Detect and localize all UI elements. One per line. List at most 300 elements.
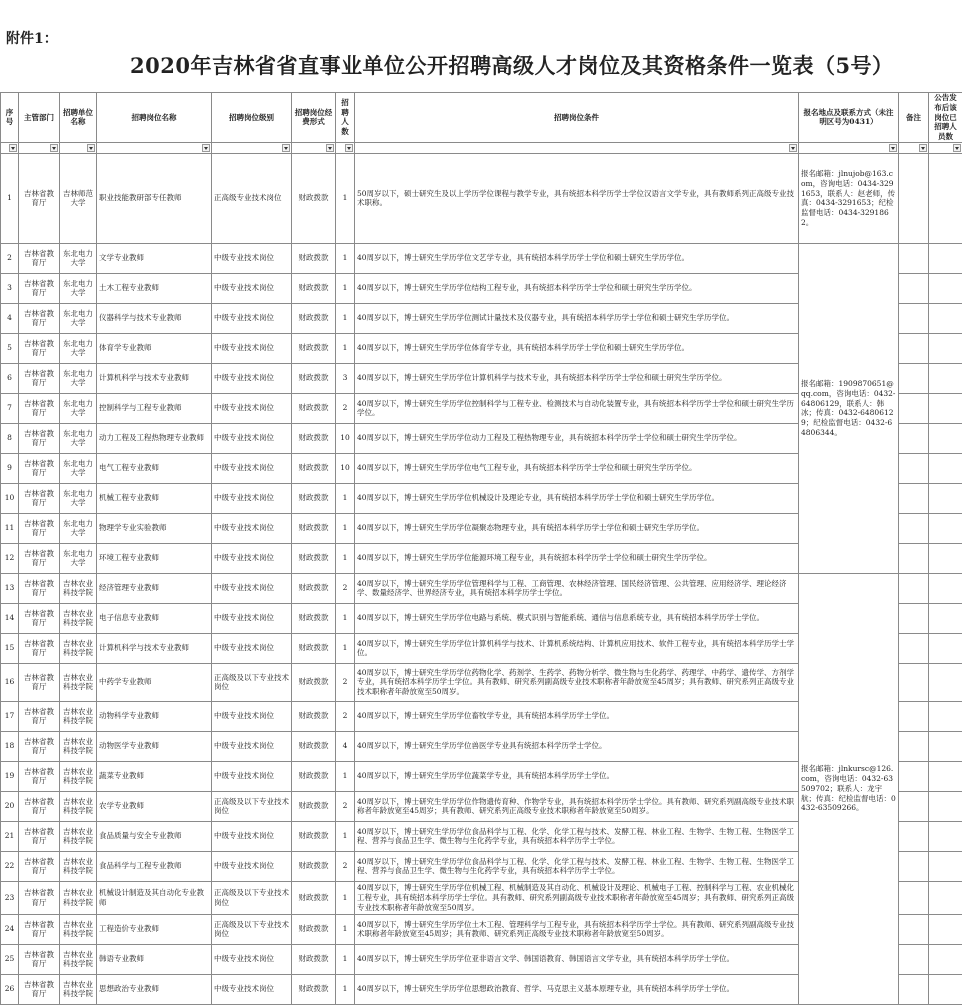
- conditions-cell: 40周岁以下，博士研究生学历学位电路与系统、模式识别与智能系统、通信与信息系统专业，具有统招本科学历学士学位。: [355, 603, 799, 633]
- unit-cell: 吉林农业科技学院: [60, 573, 97, 603]
- headcount-cell: 1: [336, 974, 355, 1004]
- headcount-cell: 1: [336, 333, 355, 363]
- hired-count-cell: [929, 333, 962, 363]
- remark-cell: [899, 393, 929, 423]
- header-cell: 报名地点及联系方式（未注明区号为0431）: [799, 93, 899, 143]
- unit-cell: 吉林农业科技学院: [60, 851, 97, 881]
- attachment-label: 附件1：: [6, 28, 58, 48]
- funding-cell: 财政拨款: [292, 333, 336, 363]
- filter-dropdown-icon[interactable]: [889, 144, 897, 152]
- department-cell: 吉林省教育厅: [19, 633, 60, 663]
- headcount-cell: 2: [336, 573, 355, 603]
- headcount-cell: 1: [336, 821, 355, 851]
- remark-cell: [899, 153, 929, 243]
- header-row: [1, 93, 962, 143]
- funding-cell: 财政拨款: [292, 944, 336, 974]
- table-body: [1, 153, 962, 1004]
- post-level-cell: 中级专业技术岗位: [212, 731, 292, 761]
- row-number-cell: 18: [1, 731, 19, 761]
- row-number-cell: 13: [1, 573, 19, 603]
- post-level-cell: 中级专业技术岗位: [212, 423, 292, 453]
- headcount-cell: 2: [336, 851, 355, 881]
- funding-cell: 财政拨款: [292, 573, 336, 603]
- hired-count-cell: [929, 633, 962, 663]
- headcount-cell: 1: [336, 243, 355, 273]
- post-name-cell: 文学专业教师: [97, 243, 212, 273]
- post-name-cell: 机械设计制造及其自动化专业教师: [97, 881, 212, 914]
- headcount-cell: 1: [336, 483, 355, 513]
- headcount-cell: 1: [336, 303, 355, 333]
- conditions-cell: 40周岁以下，博士研究生学历学位文艺学专业，具有统招本科学历学士学位和硕士研究生学历学位。: [355, 243, 799, 273]
- header-cell: 公告发布后该岗位已招聘人员数: [929, 93, 962, 143]
- filter-dropdown-icon[interactable]: [50, 144, 58, 152]
- post-name-cell: 韩语专业教师: [97, 944, 212, 974]
- funding-cell: 财政拨款: [292, 423, 336, 453]
- row-number-cell: 19: [1, 761, 19, 791]
- header-cell: 招聘岗位级别: [212, 93, 292, 143]
- filter-cell: [899, 142, 929, 153]
- filter-cell: [1, 142, 19, 153]
- hired-count-cell: [929, 543, 962, 573]
- funding-cell: 财政拨款: [292, 974, 336, 1004]
- row-number-cell: 14: [1, 603, 19, 633]
- filter-cell: [97, 142, 212, 153]
- filter-cell: [336, 142, 355, 153]
- row-number-cell: 10: [1, 483, 19, 513]
- hired-count-cell: [929, 663, 962, 701]
- header-cell: 招聘岗位条件: [355, 93, 799, 143]
- department-cell: 吉林省教育厅: [19, 914, 60, 944]
- conditions-cell: 40周岁以下，博士研究生学历学位管理科学与工程、工商管理、农林经济管理、国民经济管理、公共管理、应用经济学、理论经济学、数量经济学、世界经济专业，具有统招本科学历学士学位。: [355, 573, 799, 603]
- post-name-cell: 动物科学专业教师: [97, 701, 212, 731]
- unit-cell: 吉林农业科技学院: [60, 603, 97, 633]
- row-number-cell: 26: [1, 974, 19, 1004]
- post-level-cell: 中级专业技术岗位: [212, 944, 292, 974]
- unit-cell: 东北电力大学: [60, 273, 97, 303]
- post-name-cell: 食品科学与工程专业教师: [97, 851, 212, 881]
- department-cell: 吉林省教育厅: [19, 543, 60, 573]
- conditions-cell: 40周岁以下，博士研究生学历学位能源环境工程专业，具有统招本科学历学士学位和硕士研究生学历学位。: [355, 543, 799, 573]
- post-name-cell: 土木工程专业教师: [97, 273, 212, 303]
- filter-dropdown-icon[interactable]: [87, 144, 95, 152]
- unit-cell: 东北电力大学: [60, 243, 97, 273]
- funding-cell: 财政拨款: [292, 543, 336, 573]
- hired-count-cell: [929, 821, 962, 851]
- unit-cell: 吉林农业科技学院: [60, 633, 97, 663]
- post-level-cell: 中级专业技术岗位: [212, 603, 292, 633]
- filter-dropdown-icon[interactable]: [9, 144, 17, 152]
- funding-cell: 财政拨款: [292, 363, 336, 393]
- filter-cell: [799, 142, 899, 153]
- remark-cell: [899, 851, 929, 881]
- remark-cell: [899, 243, 929, 273]
- hired-count-cell: [929, 453, 962, 483]
- remark-cell: [899, 483, 929, 513]
- hired-count-cell: [929, 701, 962, 731]
- conditions-cell: 40周岁以下，博士研究生学历学位作物遗传育种、作物学专业，具有统招本科学历学士学位。具有教师、研究系列副高级专业技术职称者年龄放宽至45周岁；具有教师、研究系列正高级专业技术职称者年龄放宽至50周岁。: [355, 791, 799, 821]
- header-cell: 招聘岗位名称: [97, 93, 212, 143]
- row-number-cell: 22: [1, 851, 19, 881]
- department-cell: 吉林省教育厅: [19, 303, 60, 333]
- department-cell: 吉林省教育厅: [19, 333, 60, 363]
- post-name-cell: 控制科学与工程专业教师: [97, 393, 212, 423]
- department-cell: 吉林省教育厅: [19, 731, 60, 761]
- remark-cell: [899, 663, 929, 701]
- conditions-cell: 40周岁以下，博士研究生学历学位凝聚态物理专业，具有统招本科学历学士学位和硕士研究生学历学位。: [355, 513, 799, 543]
- filter-dropdown-icon[interactable]: [282, 144, 290, 152]
- hired-count-cell: [929, 363, 962, 393]
- hired-count-cell: [929, 944, 962, 974]
- row-number-cell: 8: [1, 423, 19, 453]
- remark-cell: [899, 633, 929, 663]
- conditions-cell: 40周岁以下，博士研究生学历学位计算机科学与技术专业，具有统招本科学历学士学位和硕士研究生学历学位。: [355, 363, 799, 393]
- conditions-cell: 40周岁以下，博士研究生学历学位电气工程专业，具有统招本科学历学士学位和硕士研究生学历学位。: [355, 453, 799, 483]
- table-row: [1, 573, 962, 603]
- headcount-cell: 1: [336, 273, 355, 303]
- hired-count-cell: [929, 393, 962, 423]
- funding-cell: 财政拨款: [292, 153, 336, 243]
- unit-cell: 吉林农业科技学院: [60, 914, 97, 944]
- funding-cell: 财政拨款: [292, 761, 336, 791]
- department-cell: 吉林省教育厅: [19, 513, 60, 543]
- remark-cell: [899, 821, 929, 851]
- filter-cell: [212, 142, 292, 153]
- post-name-cell: 职业技能教研部专任教师: [97, 153, 212, 243]
- unit-cell: 东北电力大学: [60, 483, 97, 513]
- unit-cell: 吉林农业科技学院: [60, 974, 97, 1004]
- remark-cell: [899, 791, 929, 821]
- remark-cell: [899, 944, 929, 974]
- post-level-cell: 中级专业技术岗位: [212, 273, 292, 303]
- unit-cell: 东北电力大学: [60, 513, 97, 543]
- unit-cell: 吉林农业科技学院: [60, 701, 97, 731]
- row-number-cell: 1: [1, 153, 19, 243]
- remark-cell: [899, 453, 929, 483]
- unit-cell: 东北电力大学: [60, 543, 97, 573]
- funding-cell: 财政拨款: [292, 881, 336, 914]
- row-number-cell: 12: [1, 543, 19, 573]
- unit-cell: 吉林农业科技学院: [60, 663, 97, 701]
- row-number-cell: 9: [1, 453, 19, 483]
- headcount-cell: 1: [336, 543, 355, 573]
- filter-row: [1, 142, 962, 153]
- post-name-cell: 计算机科学与技术专业教师: [97, 633, 212, 663]
- department-cell: 吉林省教育厅: [19, 273, 60, 303]
- department-cell: 吉林省教育厅: [19, 701, 60, 731]
- funding-cell: 财政拨款: [292, 273, 336, 303]
- filter-dropdown-icon[interactable]: [789, 144, 797, 152]
- conditions-cell: 40周岁以下，博士研究生学历学位动力工程及工程热物理专业，具有统招本科学历学士学位和硕士研究生学历学位。: [355, 423, 799, 453]
- post-level-cell: 中级专业技术岗位: [212, 363, 292, 393]
- post-name-cell: 物理学专业实验教师: [97, 513, 212, 543]
- conditions-cell: 40周岁以下，博士研究生学历学位土木工程、管理科学与工程专业，具有统招本科学历学士学位。具有教师、研究系列副高级专业技术职称者年龄放宽至45周岁；具有教师、研究系列正高级专业技术职称者年龄放宽至50周岁。: [355, 914, 799, 944]
- post-level-cell: 正高级专业技术岗位: [212, 153, 292, 243]
- conditions-cell: 40周岁以下，博士研究生学历学位食品科学与工程、化学、化学工程与技术、发酵工程、林业工程、生物学、生物工程、生物医学工程、营养与食品卫生学、微生物与生化药学专业，具有统招本科学历学士学位。: [355, 851, 799, 881]
- remark-cell: [899, 881, 929, 914]
- row-number-cell: 6: [1, 363, 19, 393]
- department-cell: 吉林省教育厅: [19, 761, 60, 791]
- department-cell: 吉林省教育厅: [19, 453, 60, 483]
- filter-dropdown-icon[interactable]: [919, 144, 927, 152]
- remark-cell: [899, 761, 929, 791]
- conditions-cell: 40周岁以下，博士研究生学历学位思想政治教育、哲学、马克思主义基本原理专业，具有统招本科学历学士学位。: [355, 974, 799, 1004]
- remark-cell: [899, 513, 929, 543]
- post-level-cell: 中级专业技术岗位: [212, 333, 292, 363]
- department-cell: 吉林省教育厅: [19, 153, 60, 243]
- unit-cell: 东北电力大学: [60, 453, 97, 483]
- department-cell: 吉林省教育厅: [19, 393, 60, 423]
- row-number-cell: 17: [1, 701, 19, 731]
- hired-count-cell: [929, 423, 962, 453]
- department-cell: 吉林省教育厅: [19, 791, 60, 821]
- hired-count-cell: [929, 603, 962, 633]
- headcount-cell: 1: [336, 761, 355, 791]
- conditions-cell: 40周岁以下，博士研究生学历学位控制科学与工程专业、检测技术与自动化装置专业，具有统招本科学历学士学位和硕士研究生学历学位。: [355, 393, 799, 423]
- department-cell: 吉林省教育厅: [19, 944, 60, 974]
- header-cell: 备注: [899, 93, 929, 143]
- post-name-cell: 思想政治专业教师: [97, 974, 212, 1004]
- funding-cell: 财政拨款: [292, 453, 336, 483]
- remark-cell: [899, 573, 929, 603]
- unit-cell: 吉林农业科技学院: [60, 731, 97, 761]
- header-cell: 招聘岗位经费形式: [292, 93, 336, 143]
- funding-cell: 财政拨款: [292, 731, 336, 761]
- hired-count-cell: [929, 881, 962, 914]
- conditions-cell: 40周岁以下，博士研究生学历学位药物化学、药剂学、生药学、药物分析学、微生物与生化药学、药理学、中药学、遗传学、方剂学专业，具有统招本科学历学士学位。具有教师、研究系列副高级专业技术职称者年龄放宽至45周岁；具有教师、研究系列正高级专业技术职称者年龄放宽至50周岁。: [355, 663, 799, 701]
- headcount-cell: 2: [336, 701, 355, 731]
- post-level-cell: 中级专业技术岗位: [212, 573, 292, 603]
- conditions-cell: 40周岁以下，博士研究生学历学位体育学专业，具有统招本科学历学士学位和硕士研究生学历学位。: [355, 333, 799, 363]
- funding-cell: 财政拨款: [292, 513, 336, 543]
- remark-cell: [899, 603, 929, 633]
- department-cell: 吉林省教育厅: [19, 881, 60, 914]
- department-cell: 吉林省教育厅: [19, 243, 60, 273]
- conditions-cell: 40周岁以下，博士研究生学历学位计算机科学与技术、计算机系统结构、计算机应用技术、软件工程专业，具有统招本科学历学士学位。: [355, 633, 799, 663]
- remark-cell: [899, 303, 929, 333]
- post-name-cell: 机械工程专业教师: [97, 483, 212, 513]
- post-level-cell: 中级专业技术岗位: [212, 393, 292, 423]
- unit-cell: 吉林农业科技学院: [60, 791, 97, 821]
- unit-cell: 吉林师范大学: [60, 153, 97, 243]
- remark-cell: [899, 423, 929, 453]
- post-level-cell: 正高级及以下专业技术岗位: [212, 914, 292, 944]
- contact-info-cell: 报名邮箱：jlnujob@163.com，咨询电话：0434-3291653，联系人：赵老师，传真：0434-3291653；纪检监督电话：0434-3291862。: [799, 153, 899, 243]
- row-number-cell: 16: [1, 663, 19, 701]
- headcount-cell: 1: [336, 513, 355, 543]
- conditions-cell: 40周岁以下，博士研究生学历学位食品科学与工程、化学、化学工程与技术、发酵工程、林业工程、生物学、生物工程、生物医学工程、营养与食品卫生学、微生物与生化药学专业，具有统招本科学历学士学位。: [355, 821, 799, 851]
- post-level-cell: 中级专业技术岗位: [212, 483, 292, 513]
- remark-cell: [899, 914, 929, 944]
- filter-cell: [292, 142, 336, 153]
- row-number-cell: 23: [1, 881, 19, 914]
- department-cell: 吉林省教育厅: [19, 423, 60, 453]
- row-number-cell: 5: [1, 333, 19, 363]
- unit-cell: 东北电力大学: [60, 423, 97, 453]
- conditions-cell: 40周岁以下，博士研究生学历学位亚非语言文学、韩国语教育、韩国语言文学专业，具有统招本科学历学士学位。: [355, 944, 799, 974]
- hired-count-cell: [929, 761, 962, 791]
- funding-cell: 财政拨款: [292, 303, 336, 333]
- post-name-cell: 计算机科学与技术专业教师: [97, 363, 212, 393]
- funding-cell: 财政拨款: [292, 633, 336, 663]
- row-number-cell: 2: [1, 243, 19, 273]
- filter-cell: [19, 142, 60, 153]
- conditions-cell: 50周岁以下，硕士研究生及以上学历学位课程与教学专业，具有统招本科学历学士学位汉语言文学专业，具有教师系列正高级专业技术职称。: [355, 153, 799, 243]
- filter-dropdown-icon[interactable]: [202, 144, 210, 152]
- hired-count-cell: [929, 573, 962, 603]
- post-name-cell: 经济管理专业教师: [97, 573, 212, 603]
- post-level-cell: 中级专业技术岗位: [212, 701, 292, 731]
- row-number-cell: 21: [1, 821, 19, 851]
- unit-cell: 吉林农业科技学院: [60, 881, 97, 914]
- table-row: [1, 243, 962, 273]
- conditions-cell: 40周岁以下，博士研究生学历学位结构工程专业，具有统招本科学历学士学位和硕士研究生学历学位。: [355, 273, 799, 303]
- department-cell: 吉林省教育厅: [19, 483, 60, 513]
- department-cell: 吉林省教育厅: [19, 603, 60, 633]
- header-cell: 序号: [1, 93, 19, 143]
- hired-count-cell: [929, 513, 962, 543]
- post-level-cell: 中级专业技术岗位: [212, 303, 292, 333]
- recruitment-table: [0, 92, 962, 1005]
- remark-cell: [899, 543, 929, 573]
- headcount-cell: 2: [336, 663, 355, 701]
- department-cell: 吉林省教育厅: [19, 363, 60, 393]
- headcount-cell: 1: [336, 881, 355, 914]
- headcount-cell: 1: [336, 914, 355, 944]
- header-cell: 招聘人数: [336, 93, 355, 143]
- post-level-cell: 中级专业技术岗位: [212, 453, 292, 483]
- unit-cell: 吉林农业科技学院: [60, 821, 97, 851]
- filter-cell: [355, 142, 799, 153]
- remark-cell: [899, 701, 929, 731]
- post-name-cell: 环境工程专业教师: [97, 543, 212, 573]
- hired-count-cell: [929, 273, 962, 303]
- row-number-cell: 20: [1, 791, 19, 821]
- remark-cell: [899, 363, 929, 393]
- conditions-cell: 40周岁以下，博士研究生学历学位机械设计及理论专业，具有统招本科学历学士学位和硕士研究生学历学位。: [355, 483, 799, 513]
- post-level-cell: 正高级及以下专业技术岗位: [212, 791, 292, 821]
- headcount-cell: 2: [336, 791, 355, 821]
- row-number-cell: 3: [1, 273, 19, 303]
- post-level-cell: 正高级及以下专业技术岗位: [212, 881, 292, 914]
- funding-cell: 财政拨款: [292, 243, 336, 273]
- hired-count-cell: [929, 243, 962, 273]
- remark-cell: [899, 731, 929, 761]
- unit-cell: 东北电力大学: [60, 393, 97, 423]
- row-number-cell: 11: [1, 513, 19, 543]
- post-level-cell: 中级专业技术岗位: [212, 513, 292, 543]
- headcount-cell: 1: [336, 603, 355, 633]
- filter-cell: [929, 142, 962, 153]
- unit-cell: 东北电力大学: [60, 363, 97, 393]
- funding-cell: 财政拨款: [292, 663, 336, 701]
- filter-cell: [60, 142, 97, 153]
- hired-count-cell: [929, 851, 962, 881]
- post-name-cell: 电子信息专业教师: [97, 603, 212, 633]
- post-name-cell: 动力工程及工程热物理专业教师: [97, 423, 212, 453]
- remark-cell: [899, 333, 929, 363]
- hired-count-cell: [929, 303, 962, 333]
- funding-cell: 财政拨款: [292, 851, 336, 881]
- conditions-cell: 40周岁以下，博士研究生学历学位测试计量技术及仪器专业，具有统招本科学历学士学位和硕士研究生学历学位。: [355, 303, 799, 333]
- funding-cell: 财政拨款: [292, 603, 336, 633]
- row-number-cell: 15: [1, 633, 19, 663]
- post-name-cell: 蔬菜专业教师: [97, 761, 212, 791]
- department-cell: 吉林省教育厅: [19, 974, 60, 1004]
- unit-cell: 东北电力大学: [60, 333, 97, 363]
- post-name-cell: 电气工程专业教师: [97, 453, 212, 483]
- filter-dropdown-icon[interactable]: [326, 144, 334, 152]
- post-level-cell: 中级专业技术岗位: [212, 543, 292, 573]
- post-name-cell: 体育学专业教师: [97, 333, 212, 363]
- funding-cell: 财政拨款: [292, 791, 336, 821]
- funding-cell: 财政拨款: [292, 914, 336, 944]
- post-level-cell: 正高级及以下专业技术岗位: [212, 663, 292, 701]
- post-level-cell: 中级专业技术岗位: [212, 761, 292, 791]
- conditions-cell: 40周岁以下，博士研究生学历学位机械工程、机械制造及其自动化、机械设计及理论、机械电子工程、控制科学与工程、农业机械化工程专业，具有统招本科学历学士学位。具有教师、研究系列副高级专业技术职称者年龄放宽至45周岁；具有教师、研究系列正高级专业技术职称者年龄放宽至50周岁。: [355, 881, 799, 914]
- headcount-cell: 4: [336, 731, 355, 761]
- post-level-cell: 中级专业技术岗位: [212, 821, 292, 851]
- conditions-cell: 40周岁以下，博士研究生学历学位蔬菜学专业，具有统招本科学历学士学位。: [355, 761, 799, 791]
- contact-info-cell: 报名邮箱：1909870651@qq.com，咨询电话：0432-64806129，联系人：韩冰；传真：0432-64806129；纪检监督电话：0432-64806344。: [799, 243, 899, 573]
- unit-cell: 吉林农业科技学院: [60, 761, 97, 791]
- filter-dropdown-icon[interactable]: [953, 144, 961, 152]
- headcount-cell: 2: [336, 393, 355, 423]
- hired-count-cell: [929, 914, 962, 944]
- table-row: [1, 153, 962, 243]
- headcount-cell: 3: [336, 363, 355, 393]
- post-level-cell: 中级专业技术岗位: [212, 633, 292, 663]
- page-title: 2020年吉林省省直事业单位公开招聘高级人才岗位及其资格条件一览表（5号）: [130, 50, 894, 80]
- post-level-cell: 中级专业技术岗位: [212, 851, 292, 881]
- headcount-cell: 1: [336, 944, 355, 974]
- funding-cell: 财政拨款: [292, 393, 336, 423]
- hired-count-cell: [929, 791, 962, 821]
- post-name-cell: 食品质量与安全专业教师: [97, 821, 212, 851]
- row-number-cell: 24: [1, 914, 19, 944]
- post-name-cell: 农学专业教师: [97, 791, 212, 821]
- funding-cell: 财政拨款: [292, 701, 336, 731]
- department-cell: 吉林省教育厅: [19, 663, 60, 701]
- remark-cell: [899, 273, 929, 303]
- filter-dropdown-icon[interactable]: [345, 144, 353, 152]
- conditions-cell: 40周岁以下，博士研究生学历学位畜牧学专业，具有统招本科学历学士学位。: [355, 701, 799, 731]
- department-cell: 吉林省教育厅: [19, 821, 60, 851]
- row-number-cell: 25: [1, 944, 19, 974]
- headcount-cell: 1: [336, 153, 355, 243]
- funding-cell: 财政拨款: [292, 483, 336, 513]
- funding-cell: 财政拨款: [292, 821, 336, 851]
- post-level-cell: 中级专业技术岗位: [212, 974, 292, 1004]
- post-name-cell: 动物医学专业教师: [97, 731, 212, 761]
- department-cell: 吉林省教育厅: [19, 573, 60, 603]
- hired-count-cell: [929, 153, 962, 243]
- contact-info-cell: 报名邮箱：jlnkursc@126.com，咨询电话：0432-63509702；联系人：龙宇航；传真：纪检监督电话：0432-63509266。: [799, 573, 899, 1004]
- unit-cell: 吉林农业科技学院: [60, 944, 97, 974]
- post-name-cell: 仪器科学与技术专业教师: [97, 303, 212, 333]
- hired-count-cell: [929, 483, 962, 513]
- hired-count-cell: [929, 731, 962, 761]
- row-number-cell: 7: [1, 393, 19, 423]
- post-level-cell: 中级专业技术岗位: [212, 243, 292, 273]
- unit-cell: 东北电力大学: [60, 303, 97, 333]
- headcount-cell: 10: [336, 423, 355, 453]
- header-cell: 招聘单位名称: [60, 93, 97, 143]
- header-cell: 主管部门: [19, 93, 60, 143]
- post-name-cell: 工程造价专业教师: [97, 914, 212, 944]
- headcount-cell: 10: [336, 453, 355, 483]
- conditions-cell: 40周岁以下，博士研究生学历学位兽医学专业具有统招本科学历学士学位。: [355, 731, 799, 761]
- headcount-cell: 1: [336, 633, 355, 663]
